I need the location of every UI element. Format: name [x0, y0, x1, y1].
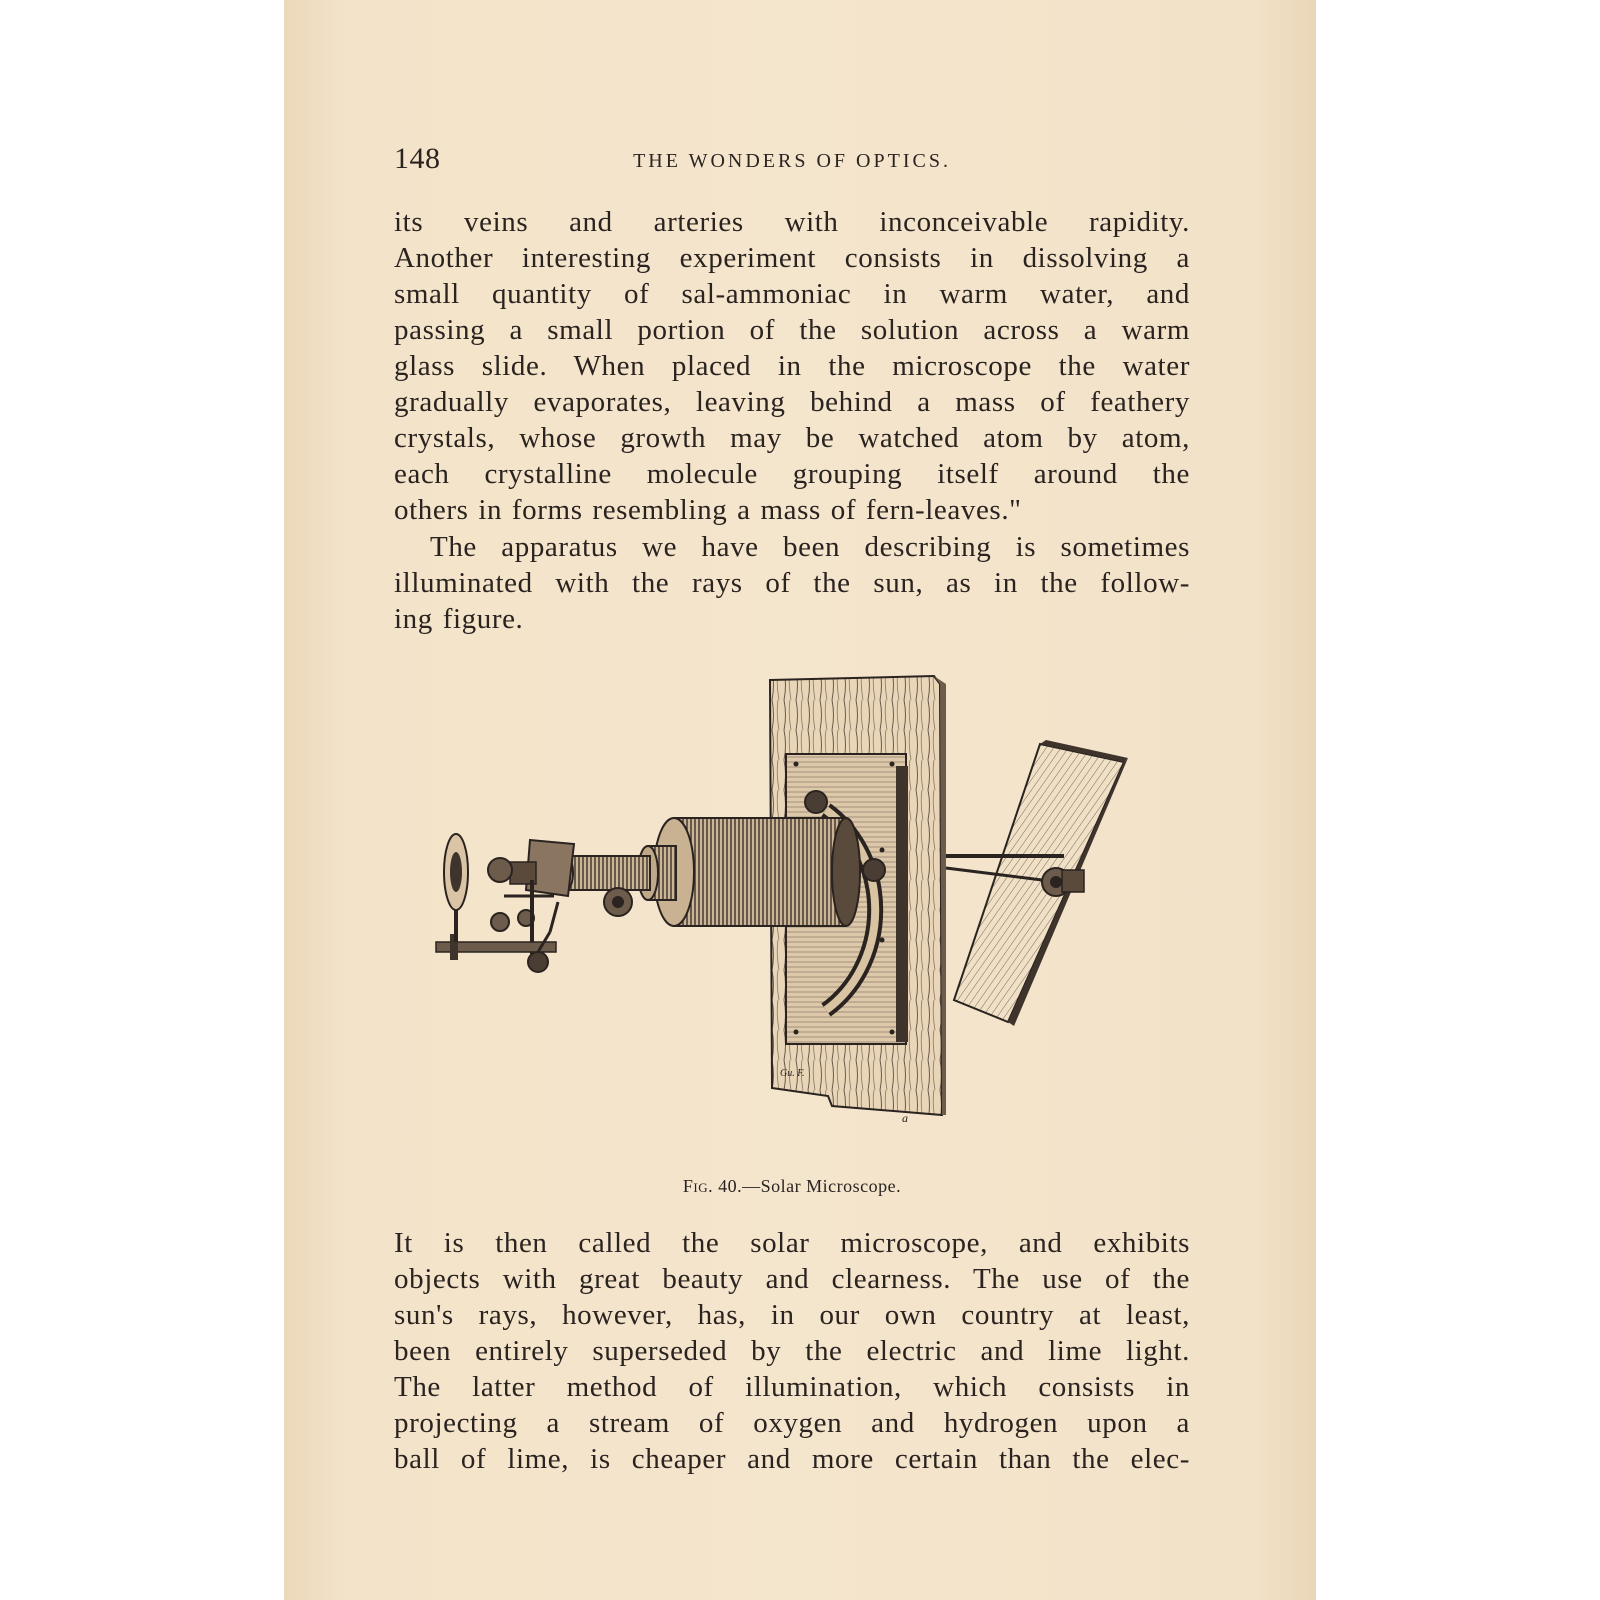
page-header [394, 142, 1190, 182]
solar-microscope-illustration [434, 670, 1154, 1140]
book-page [284, 0, 1316, 1600]
text-line: projecting a stream of oxygen and hydrogen upon a [394, 1407, 1190, 1439]
text-line: crystals, whose growth may be watched atom by atom, [394, 422, 1190, 454]
figure-letter-a: a [902, 1111, 908, 1125]
text-line: objects with great beauty and clearness. The use of the [394, 1263, 1190, 1295]
text-line: ball of lime, is cheaper and more certain than the elec- [394, 1443, 1190, 1475]
figure-number: Fig. 40. [682, 1176, 743, 1196]
text-line: sun's rays, however, has, in our own country at least, [394, 1299, 1190, 1331]
text-line: each crystalline molecule grouping itself around the [394, 458, 1190, 490]
paragraph-solar-microscope [394, 1225, 1190, 1477]
text-line: its veins and arteries with inconceivable rapidity. [394, 206, 1190, 238]
paragraph-continuation [394, 204, 1190, 528]
text-line: glass slide. When placed in the microscope the water [394, 350, 1190, 382]
condenser-cylinder [638, 818, 860, 926]
text-line: The apparatus we have been describing is sometimes [430, 531, 1190, 563]
eyepiece-disc [444, 834, 468, 942]
mirror-reflector [946, 740, 1128, 1026]
engraver-signature: Gu. F. [780, 1068, 805, 1079]
text-line: illuminated with the rays of the sun, as in the follow- [394, 567, 1190, 599]
text-line: It is then called the solar microscope, and exhibits [394, 1227, 1190, 1259]
text-line: Another interesting experiment consists in dissolving a [394, 242, 1190, 274]
running-title: THE WONDERS OF OPTICS. [633, 150, 951, 172]
figure-title: —Solar Microscope. [742, 1176, 902, 1196]
text-line: others in forms resembling a mass of fern-leaves." [394, 494, 1022, 526]
text-line: ing figure. [394, 603, 524, 635]
text-line: passing a small portion of the solution across a warm [394, 314, 1190, 346]
text-line: gradually evaporates, leaving behind a mass of feathery [394, 386, 1190, 418]
text-line: The latter method of illumination, which consists in [394, 1371, 1190, 1403]
text-line: small quantity of sal-ammoniac in warm water, and [394, 278, 1190, 310]
draw-tube [559, 856, 650, 916]
figure-caption [394, 1176, 1190, 1197]
page-number: 148 [394, 142, 441, 175]
text-line: been entirely superseded by the electric and lime light. [394, 1335, 1190, 1367]
paragraph-apparatus [394, 529, 1190, 637]
